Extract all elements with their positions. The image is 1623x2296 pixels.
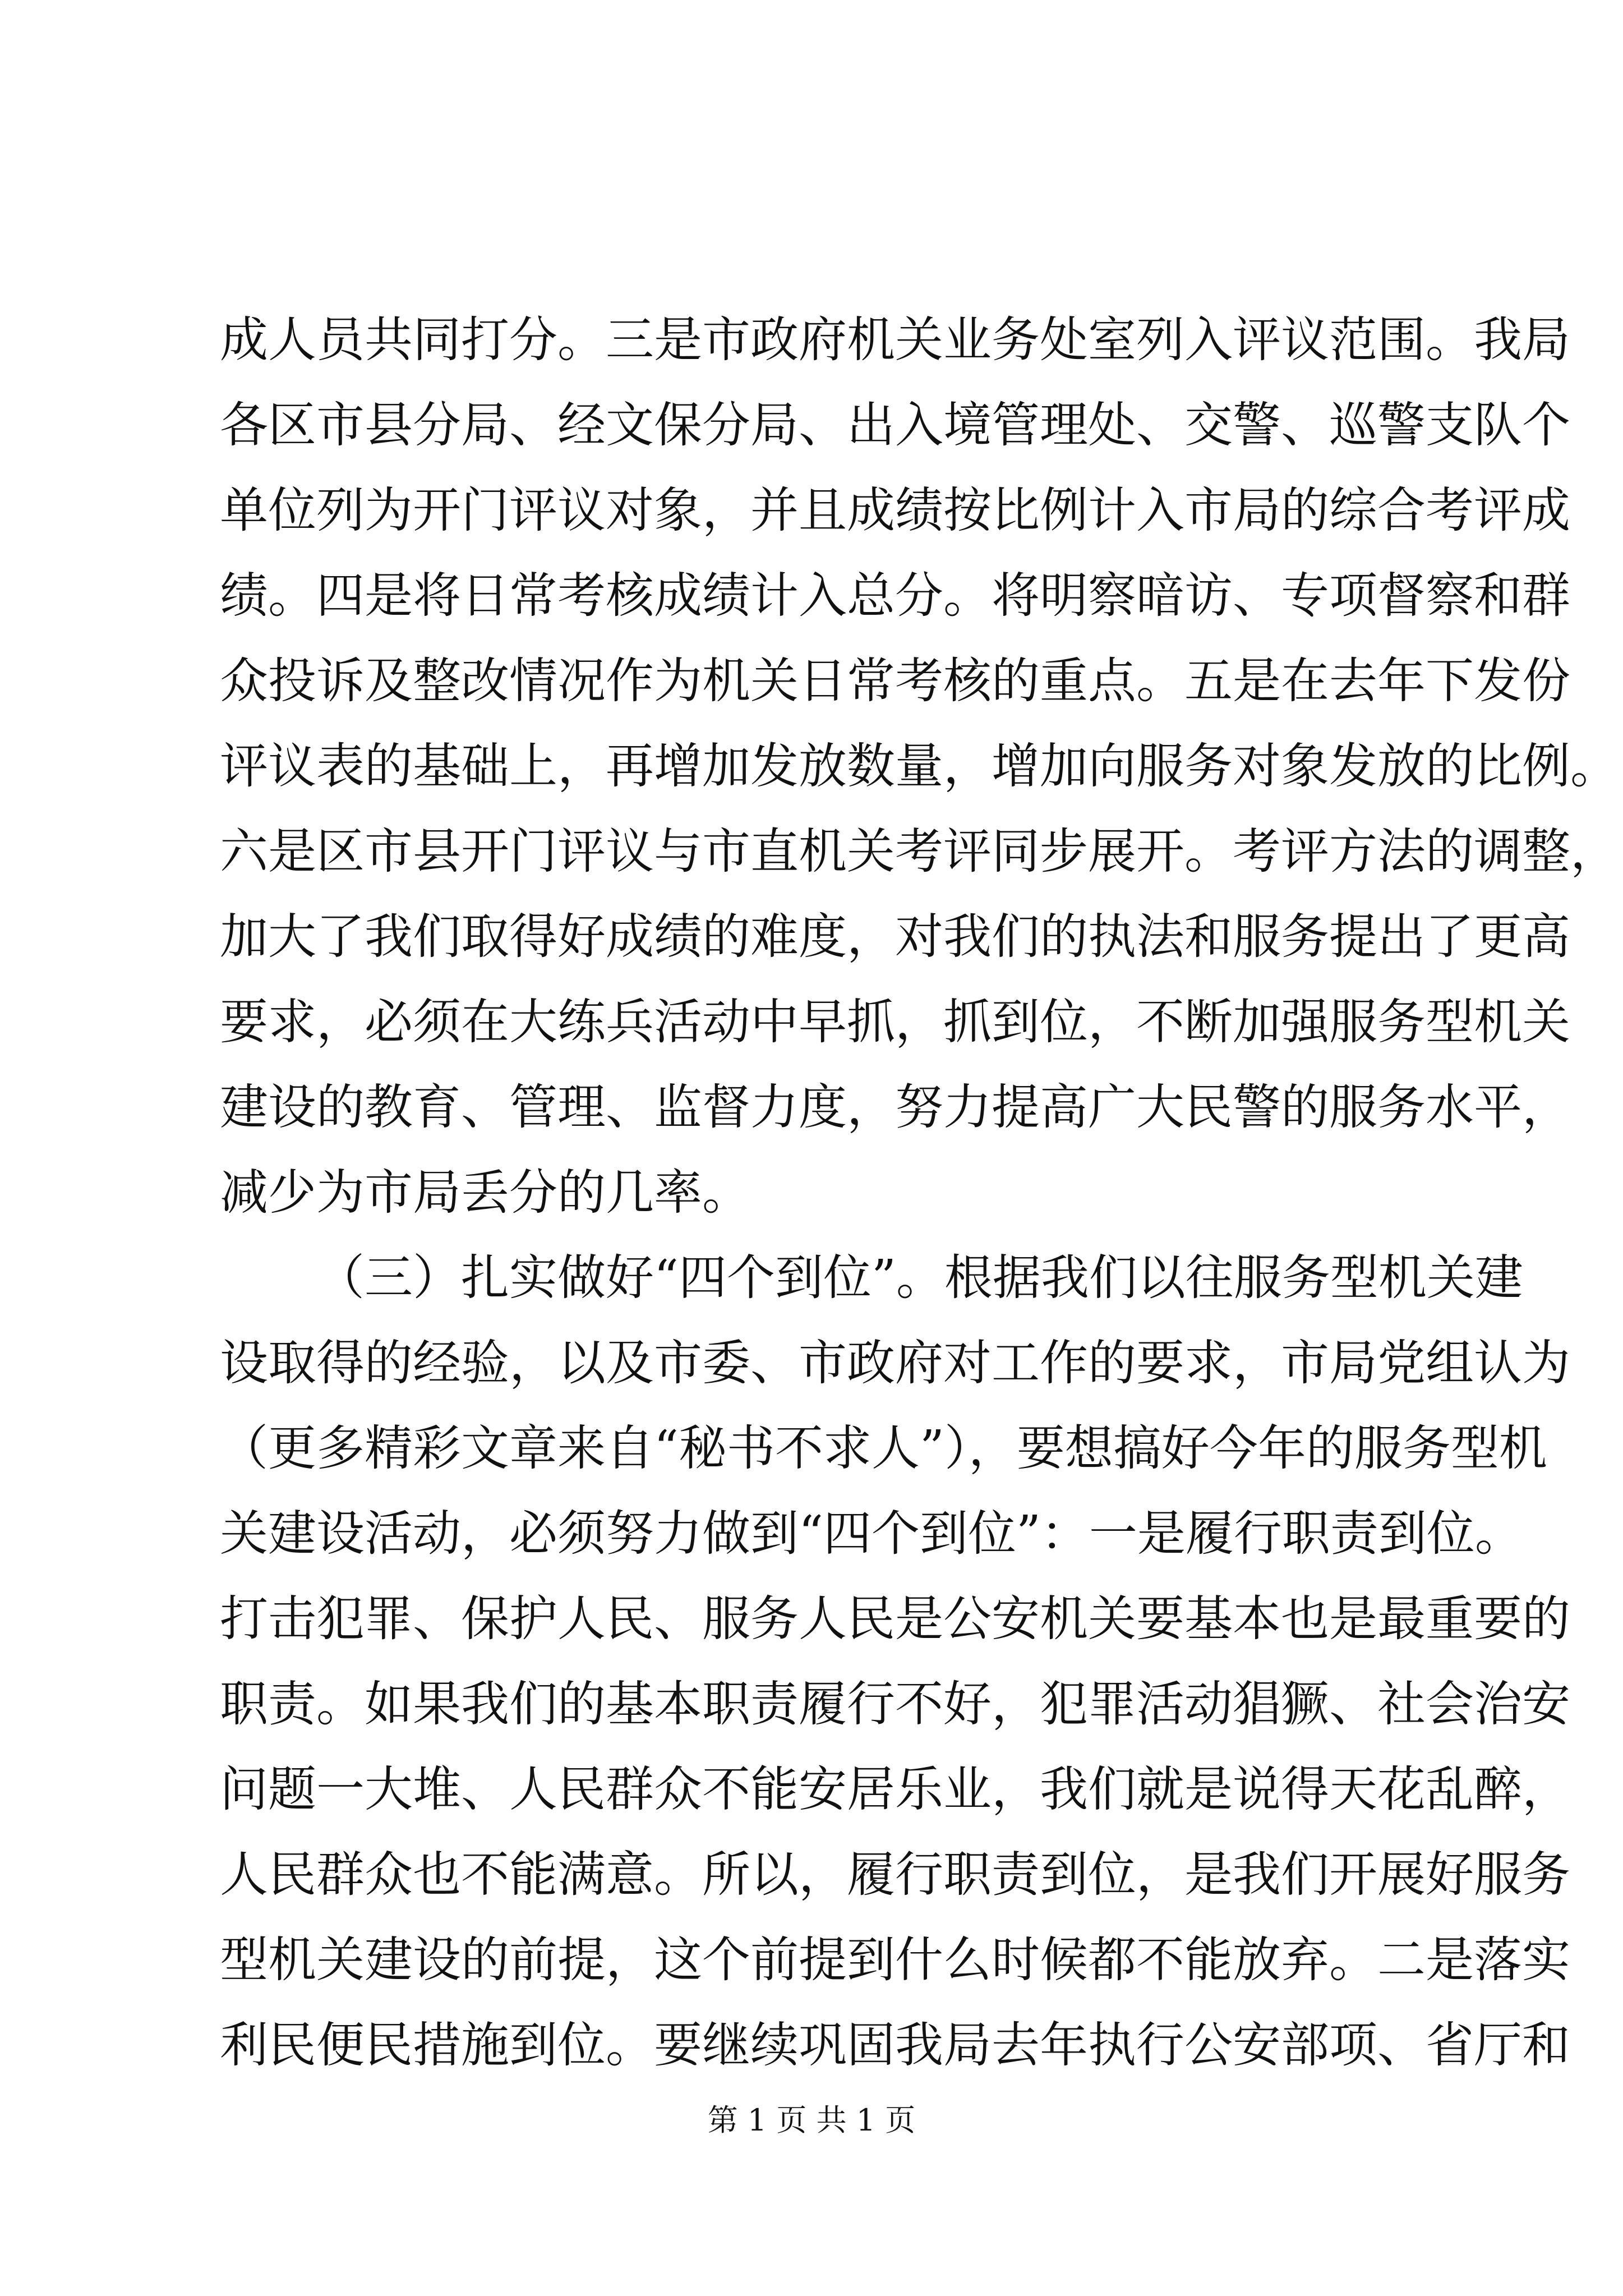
page-number-label: 第 1 页 共 1 页 [707,2102,916,2138]
text-line: 问题一大堆、人民群众不能安居乐业，我们就是说得天花乱醉， [220,1761,1570,1818]
text-line: 关建设活动，必须努力做到“四个到位”：一是履行职责到位。 [220,1506,1523,1562]
text-line: 减少为市局丢分的几率。 [220,1165,750,1221]
text-line: 建设的教育、管理、监督力度，努力提高广大民警的服务水平， [220,1079,1570,1135]
page-footer [0,2098,1623,2143]
text-line: （更多精彩文章来自“秘书不求人”），要想搞好今年的服务型机 [220,1420,1547,1476]
text-line: 要求，必须在大练兵活动中早抓，抓到位，不断加强服务型机关 [220,994,1570,1050]
text-line: 评议表的基础上，再增加发放数量，增加向服务对象发放的比例。 [220,738,1619,794]
text-line: 六是区市县开门评议与市直机关考评同步展开。考评方法的调整， [220,823,1619,880]
text-line: 人民群众也不能满意。所以，履行职责到位，是我们开展好服务 [220,1847,1570,1903]
text-line: 职责。如果我们的基本职责履行不好，犯罪活动猖獗、社会治安 [220,1676,1570,1732]
section-heading-line: （三）扎实做好“四个到位”。根据我们以往服务型机关建 [316,1250,1523,1306]
text-line: 型机关建设的前提，这个前提到什么时候都不能放弃。二是落实 [220,1932,1570,1988]
document-body [220,297,1619,2088]
text-line: 打击犯罪、保护人民、服务人民是公安机关要基本也是最重要的 [220,1591,1570,1647]
text-line: 加大了我们取得好成绩的难度，对我们的执法和服务提出了更高 [220,909,1570,965]
text-line: 成人员共同打分。三是市政府机关业务处室列入评议范围。我局 [220,312,1570,368]
text-line: 绩。四是将日常考核成绩计入总分。将明察暗访、专项督察和群 [220,568,1570,624]
text-line: 利民便民措施到位。要继续巩固我局去年执行公安部项、省厅和 [220,2017,1570,2073]
text-line: 各区市县分局、经文保分局、出入境管理处、交警、巡警支队个 [220,397,1570,453]
text-line: 众投诉及整改情况作为机关日常考核的重点。五是在去年下发份 [220,653,1570,709]
text-line: 单位列为开门评议对象，并且成绩按比例计入市局的综合考评成 [220,482,1570,539]
text-line: 设取得的经验，以及市委、市政府对工作的要求，市局党组认为 [220,1335,1570,1391]
